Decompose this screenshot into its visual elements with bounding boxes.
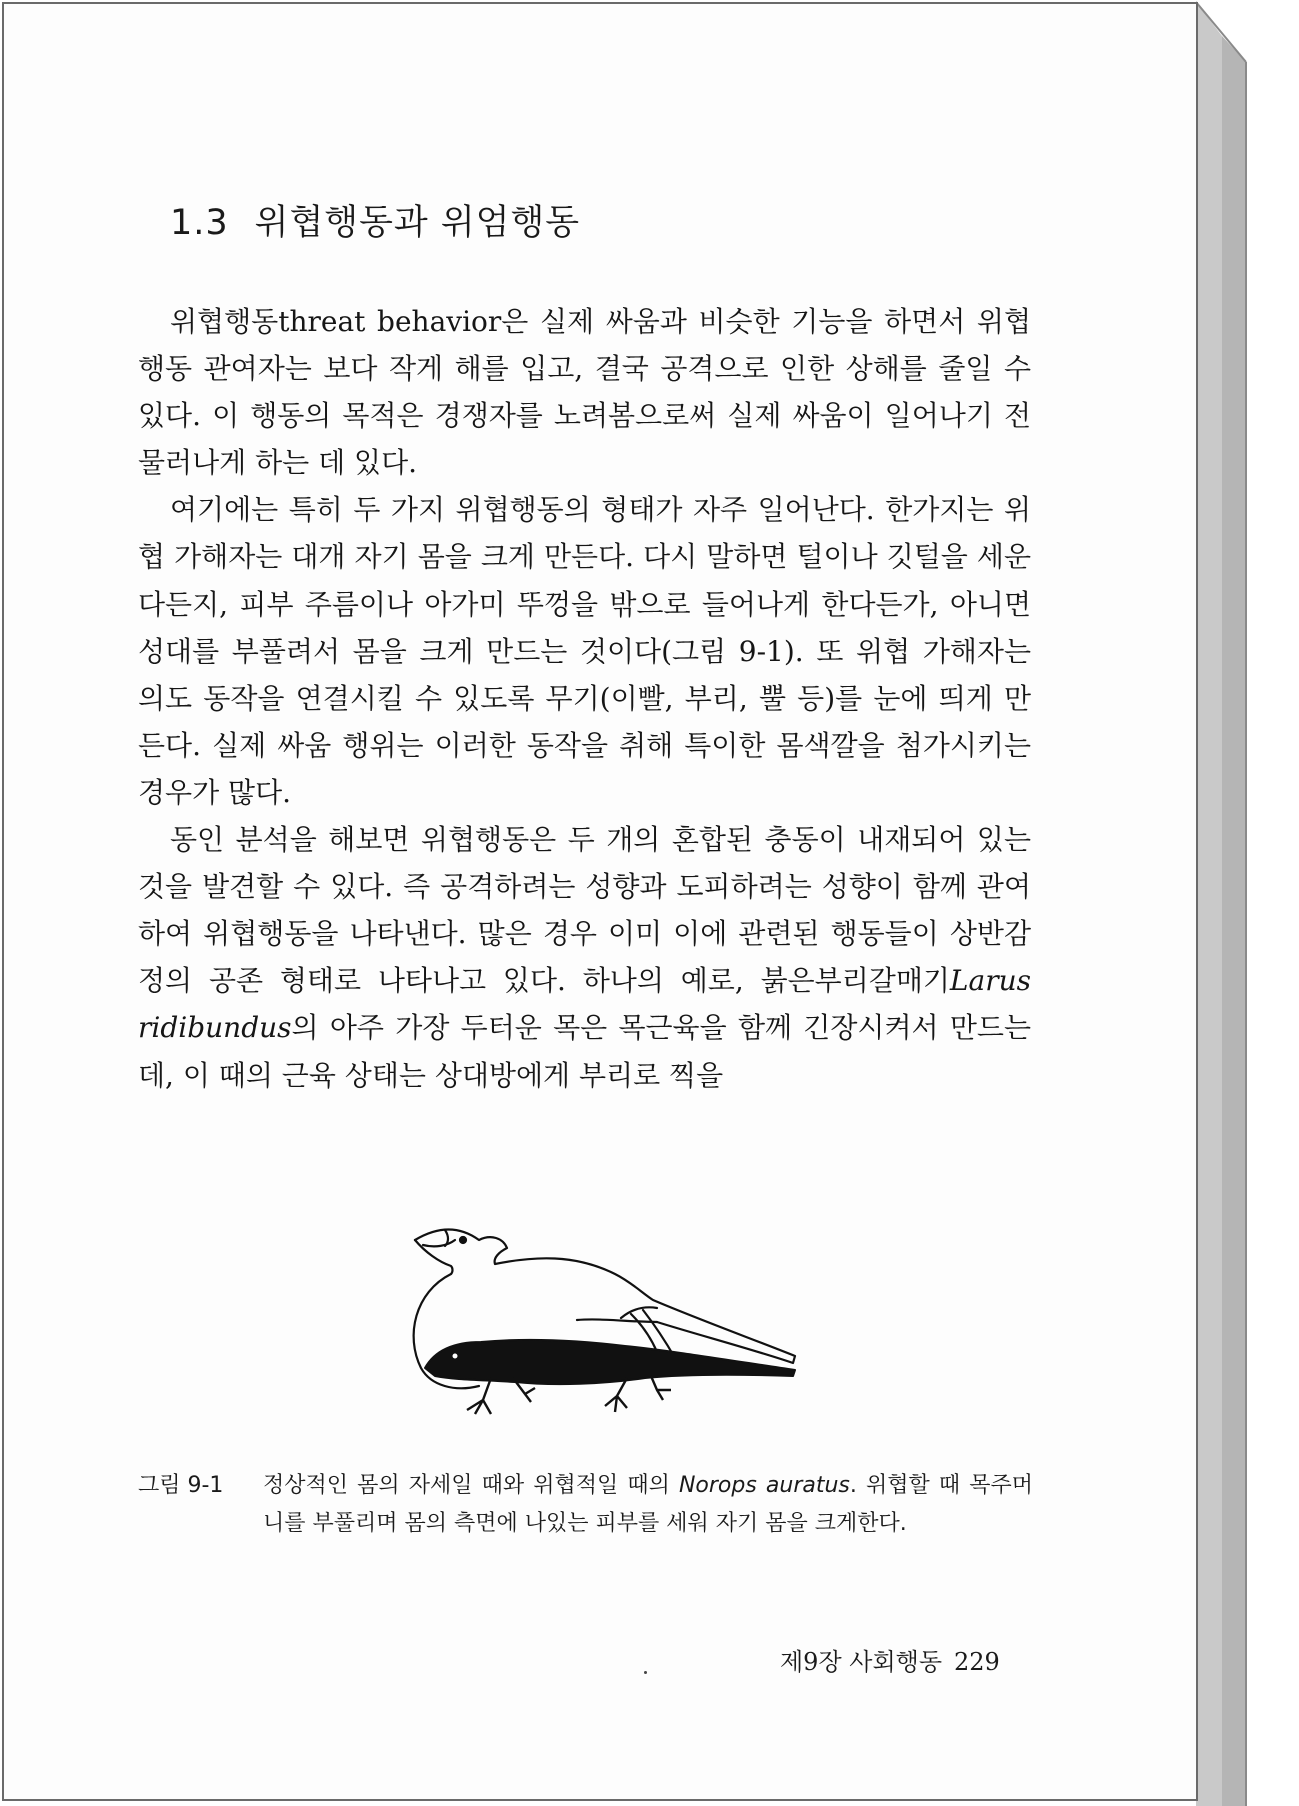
paragraph-1-english-term: threat behavior: [278, 305, 502, 338]
body-text: [138, 298, 1031, 1099]
page-number: 229: [954, 1648, 1000, 1676]
caption-start: 정상적인 몸의 자세일 때와 위협적일 때의: [263, 1473, 670, 1498]
print-speck: [644, 1671, 647, 1674]
paragraph-3-species-name: Larus ridibundus: [138, 964, 1031, 1045]
paragraph-2: 여기에는 특히 두 가지 위협행동의 형태가 자주 일어난다. 한가지는 위협 가해자는 대개 자기 몸을 크게 만든다. 다시 말하면 털이나 깃털을 세운다든지, 피부 주름이나 아가미 뚜껑을 밖으로 들어나게 한다든가, 아니면 성대를 부풀려서 몸을 크게 만드는 것이다(그림 9-1). 또 위협 가해자는 의도 동작을 연결시킬 수 있도록 무기(이빨, 부리, 뿔 등)를 눈에 띄게 만든다. 실제 싸움 행위는 이러한 동작을 취해 특이한 몸색깔을 첨가시키는 경우가 많다.: [138, 493, 1031, 809]
normal-posture-lizard: [425, 1340, 795, 1414]
section-number: 1.3: [170, 203, 229, 243]
chapter-title: 제9장 사회행동: [780, 1648, 943, 1676]
paragraph-3: [138, 816, 1031, 1099]
paragraph-3-start: 동인 분석을 해보면 위협행동은 두 개의 혼합된 충동이 내재되어 있는 것을 발견할 수 있다. 즉 공격하려는 성향과 도피하려는 성향이 함께 관여하여 위협행동을 나타낸다. 많은 경우 이미 이에 관련된 행동들이 상반감정의 공존 형태로 나타나고 있다. 하나의 예로, 붉은부리갈매기: [138, 823, 1031, 998]
paragraph-1-rest: 은 실제 싸움과 비슷한 기능을 하면서 위협행동 관여자는 보다 작게 해를 입고, 결국 공격으로 인한 상해를 줄일 수 있다. 이 행동의 목적은 경쟁자를 노려봄으로써 실제 싸움이 일어나기 전 물러나게 하는 데 있다.: [138, 305, 1031, 480]
paragraph-1-start: 위협행동: [170, 305, 279, 338]
section-heading: [170, 195, 580, 245]
figure-label: 그림 9-1: [138, 1473, 224, 1498]
paragraph-1: [138, 298, 1031, 486]
paragraph-3-rest: 의 아주 가장 두터운 목은 목근육을 함께 긴장시켜서 만드는데, 이 때의 근육 상태는 상대방에게 부리로 찍을: [138, 1011, 1031, 1092]
running-footer: [780, 1642, 1000, 1677]
figure-caption: [138, 1467, 1033, 1543]
figure-caption-text: [263, 1467, 1033, 1543]
lizard-illustration: [395, 1218, 815, 1418]
section-title: 위협행동과 위엄행동: [254, 203, 581, 243]
caption-rest: . 위협할 때 목주머니를 부풀리며 몸의 측면에 나있는 피부를 세워 자기 몸을 크게한다.: [263, 1473, 1033, 1536]
caption-species-name: Norops auratus: [678, 1473, 850, 1498]
